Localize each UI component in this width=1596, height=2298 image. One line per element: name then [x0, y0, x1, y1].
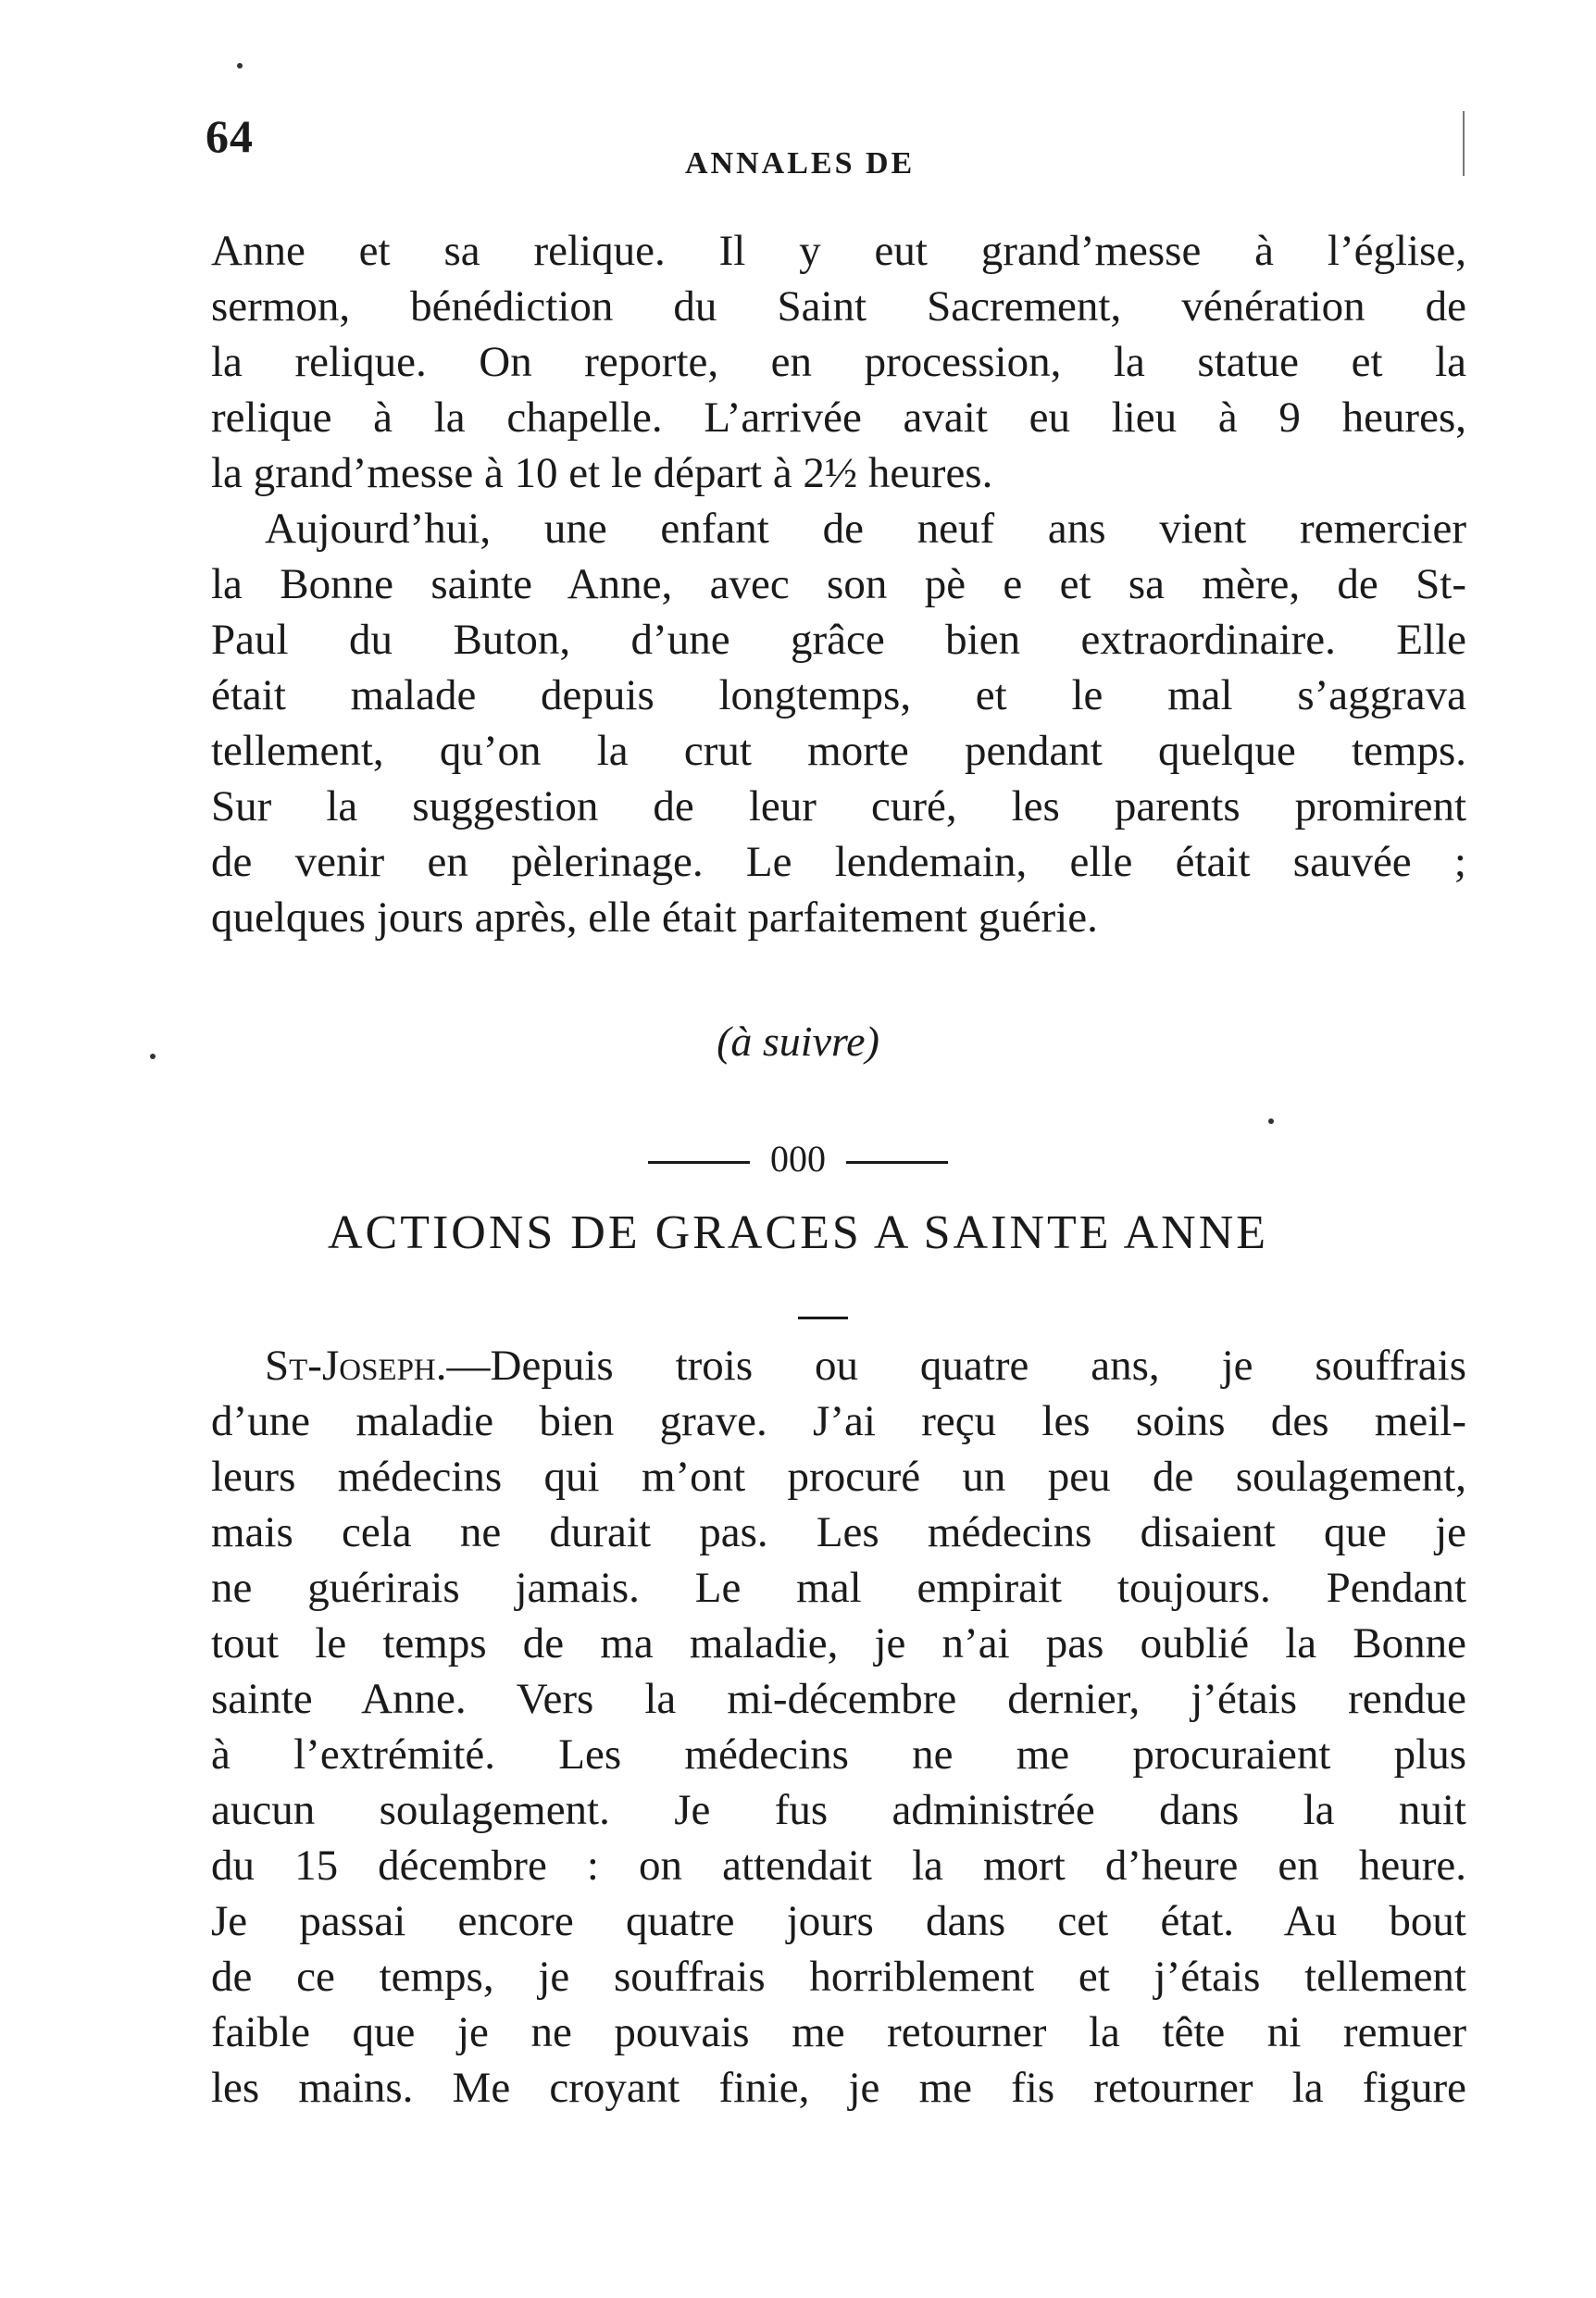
text-line: quelques jours après, elle était parfaitement guérie. [211, 893, 1098, 942]
section-separator [0, 1137, 1596, 1180]
text-line: de ce temps, je souffrais horriblement et j’étais tellement [211, 1953, 1466, 2001]
text-line: Aujourd’hui, une enfant de neuf ans vient remercier [265, 505, 1466, 553]
separator-rule-left [648, 1161, 750, 1164]
text-line: de venir en pèlerinage. Le lendemain, elle était sauvée ; [211, 838, 1466, 886]
text-line: relique à la chapelle. L’arrivée avait eu lieu à 9 heures, [211, 393, 1466, 442]
margin-rule [1463, 111, 1465, 176]
separator-rule-right [846, 1161, 948, 1164]
text-line: d’une maladie bien grave. J’ai reçu les soins des meil- [211, 1397, 1466, 1445]
text-line: la grand’messe à 10 et le départ à 2½ heures. [211, 449, 993, 497]
text-line: Anne et sa relique. Il y eut grand’messe à l’église, [211, 227, 1466, 275]
section-body [211, 1344, 1466, 2122]
title-rule [798, 1317, 848, 1319]
text-line: du 15 décembre : on attendait la mort d’heure en heure. [211, 1842, 1466, 1890]
text-line: faible que je ne pouvais me retourner la tête ni remuer [211, 2008, 1466, 2056]
place-name: St-Joseph. [265, 1342, 447, 1390]
text-line: la Bonne sainte Anne, avec son pè e et sa mère, de St- [211, 560, 1466, 608]
section-title: ACTIONS DE GRACES A SAINTE ANNE [327, 1206, 1269, 1259]
text-line: Sur la suggestion de leur curé, les parents promirent [211, 782, 1466, 831]
paragraph-continued [211, 227, 1466, 952]
running-head: ANNALES DE [685, 146, 916, 181]
text-line: mais cela ne durait pas. Les médecins disaient que je [211, 1508, 1466, 1556]
text-line: aucun soulagement. Je fus administrée dans la nuit [211, 1786, 1466, 1834]
separator-ornament: 000 [770, 1138, 826, 1180]
text-line: sainte Anne. Vers la mi-décembre dernier, j’étais rendue [211, 1675, 1466, 1723]
text-line: ne guérirais jamais. Le mal empirait toujours. Pendant [211, 1564, 1466, 1612]
text-line: Paul du Buton, d’une grâce bien extraordinaire. Elle [211, 616, 1466, 664]
print-speck [150, 1054, 156, 1059]
text-line: tout le temps de ma maladie, je n’ai pas oublié la Bonne [211, 1619, 1466, 1667]
text-line: la relique. On reporte, en procession, la statue et la [211, 338, 1466, 386]
print-speck [237, 63, 243, 69]
text-line: les mains. Me croyant finie, je me fis retourner la figure [211, 2064, 1466, 2112]
text-line: tellement, qu’on la crut morte pendant quelque temps. [211, 727, 1466, 775]
text-line: Je passai encore quatre jours dans cet état. Au bout [211, 1897, 1466, 1945]
continuation-note: (à suivre) [717, 1018, 879, 1065]
text-line: était malade depuis longtemps, et le mal s’aggrava [211, 671, 1466, 719]
text-line [211, 1344, 1466, 1400]
page-number: 64 [206, 110, 254, 162]
text-line: sermon, bénédiction du Saint Sacrement, vénération de [211, 282, 1466, 331]
text-line-content: —Depuis trois ou quatre ans, je souffrais [446, 1342, 1466, 1390]
text-line: à l’extrémité. Les médecins ne me procuraient plus [211, 1730, 1466, 1779]
text-line: leurs médecins qui m’ont procuré un peu de soulagement, [211, 1453, 1466, 1501]
print-speck [1268, 1118, 1274, 1124]
